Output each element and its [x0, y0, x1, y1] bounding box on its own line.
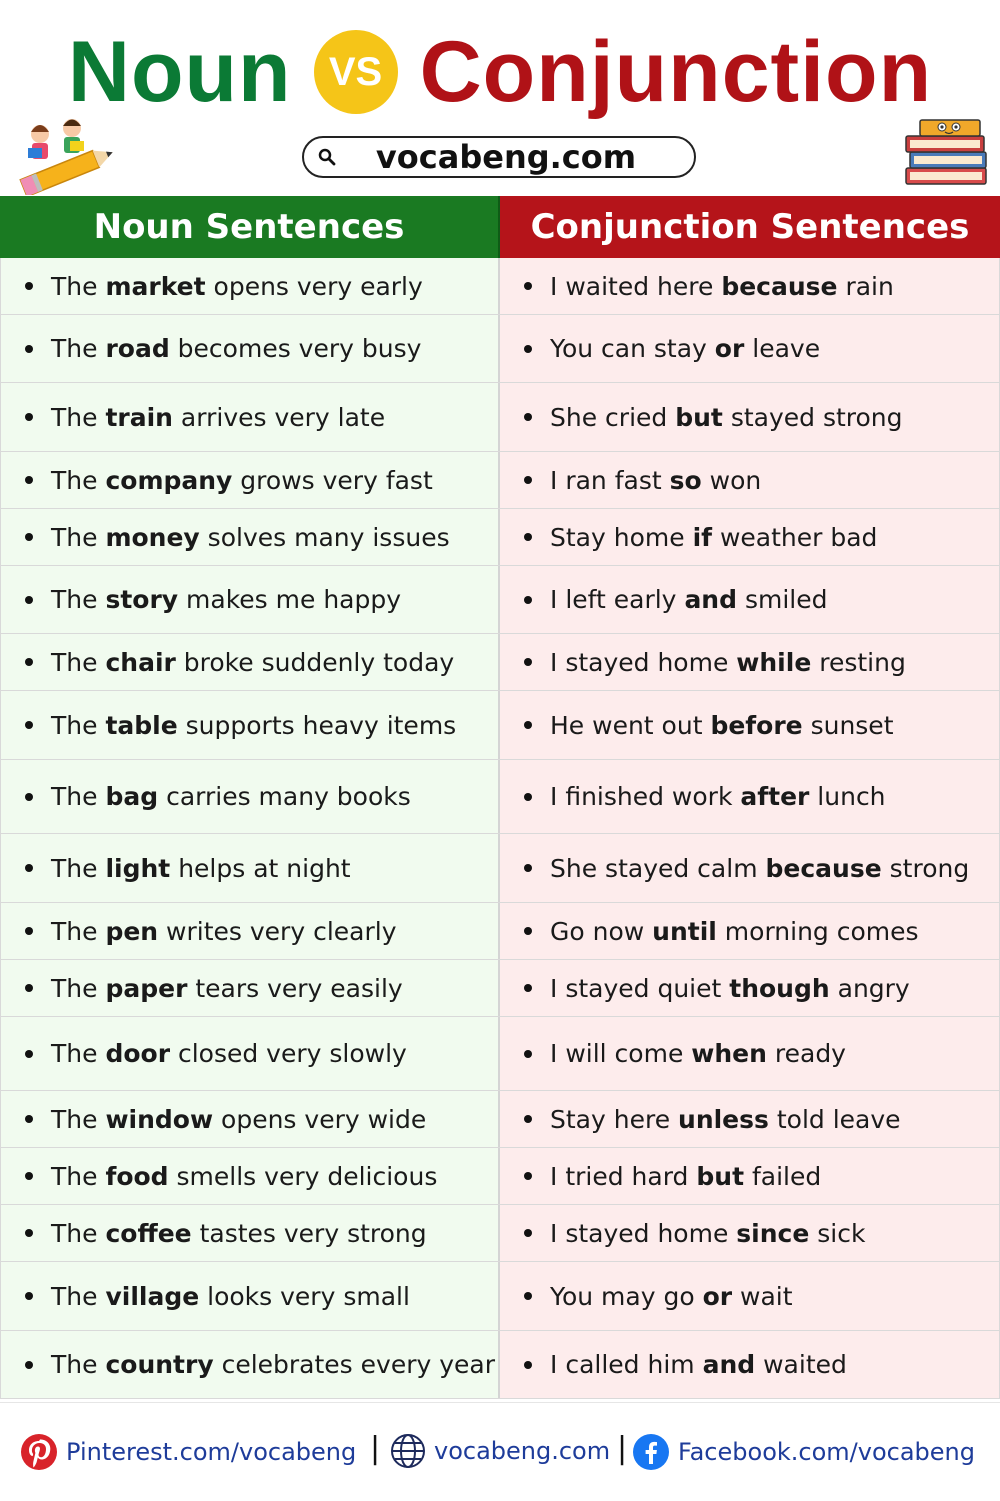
bullet-icon	[524, 345, 532, 353]
table-row	[0, 1148, 1000, 1205]
bullet-icon	[524, 658, 532, 666]
bullet-icon	[524, 864, 532, 872]
sentence-suffix: sick	[809, 1218, 866, 1248]
sentence-suffix: arrives very late	[172, 402, 386, 432]
noun-sentence-cell	[0, 566, 500, 633]
sentence-prefix: She stayed calm	[550, 853, 766, 883]
bullet-icon	[524, 1115, 532, 1123]
noun-keyword: food	[105, 1161, 169, 1191]
sentence-suffix: tears very easily	[187, 973, 403, 1003]
sentence-suffix: leave	[744, 334, 821, 363]
bullet-icon	[25, 793, 33, 801]
noun-keyword: company	[105, 465, 233, 495]
bullet-icon	[25, 1115, 33, 1123]
sentence-suffix: lunch	[809, 782, 886, 811]
table-row	[0, 834, 1000, 903]
conjunction-keyword: though	[729, 973, 830, 1003]
conjunction-sentence-cell	[500, 760, 1000, 833]
sentence-text	[51, 334, 421, 363]
sentence-suffix: smiled	[737, 585, 828, 614]
noun-keyword: road	[105, 334, 170, 363]
sentence-text	[51, 403, 385, 432]
sentence-text	[550, 1162, 821, 1191]
facebook-icon	[632, 1433, 670, 1471]
conjunction-sentence-cell	[500, 691, 1000, 759]
noun-sentence-cell	[0, 315, 500, 382]
sentence-text	[51, 272, 423, 301]
website-link[interactable]	[390, 1433, 610, 1469]
kids-reading-icon	[10, 110, 120, 195]
sentence-suffix: solves many issues	[199, 522, 450, 552]
conjunction-keyword: while	[736, 647, 812, 677]
sentence-suffix: waited	[755, 1350, 847, 1379]
bullet-icon	[524, 476, 532, 484]
table-row	[0, 960, 1000, 1017]
noun-sentence-cell	[0, 1017, 500, 1090]
sentence-suffix: makes me happy	[178, 585, 402, 614]
conjunction-keyword: because	[765, 853, 882, 883]
sentence-text	[51, 711, 456, 740]
sentence-text	[550, 854, 969, 883]
noun-keyword: train	[105, 402, 173, 432]
table-row	[0, 509, 1000, 566]
sentence-text	[51, 523, 450, 552]
sentence-prefix: The	[51, 585, 106, 614]
sentence-text	[550, 272, 894, 301]
sentence-prefix: The	[51, 1281, 106, 1311]
table-row	[0, 566, 1000, 634]
sentence-text	[51, 1162, 437, 1191]
sentence-suffix: supports heavy items	[177, 710, 457, 740]
conjunction-keyword: since	[736, 1218, 810, 1248]
table-row	[0, 760, 1000, 834]
sentence-text	[51, 1219, 427, 1248]
conjunction-keyword: unless	[678, 1104, 769, 1134]
table-row	[0, 691, 1000, 760]
sentence-suffix: angry	[829, 973, 910, 1003]
sentence-text	[550, 1219, 865, 1248]
sentence-suffix: smells very delicious	[168, 1161, 438, 1191]
sentence-prefix: I stayed home	[550, 647, 737, 677]
conjunction-keyword: but	[696, 1161, 745, 1191]
sentence-suffix: carries many books	[158, 782, 411, 811]
bullet-icon	[524, 721, 532, 729]
noun-sentence-cell	[0, 760, 500, 833]
website-text: vocabeng.com	[434, 1437, 611, 1465]
sentence-suffix: writes very clearly	[158, 916, 397, 946]
pinterest-link[interactable]	[20, 1433, 356, 1471]
bullet-icon	[25, 476, 33, 484]
sentence-prefix: The	[51, 271, 106, 301]
sentence-text	[550, 1350, 847, 1379]
books-stack-icon	[900, 112, 992, 190]
sentence-prefix: He went out	[550, 710, 711, 740]
sentence-prefix: Stay here	[550, 1104, 679, 1134]
conjunction-sentence-cell	[500, 1091, 1000, 1147]
conjunction-sentence-cell	[500, 903, 1000, 959]
sentence-prefix: I stayed home	[550, 1218, 737, 1248]
bullet-icon	[524, 596, 532, 604]
sentence-text	[51, 782, 411, 811]
globe-icon	[390, 1433, 426, 1469]
conjunction-keyword: or	[714, 334, 745, 363]
sentence-suffix: strong	[881, 853, 970, 883]
page-title	[0, 22, 1000, 122]
footer-separator: |	[617, 1431, 628, 1466]
sentence-prefix: You can stay	[550, 334, 715, 363]
footer	[0, 1402, 1000, 1501]
sentence-text	[550, 974, 910, 1003]
noun-keyword: money	[105, 522, 200, 552]
sentence-prefix: I will come	[550, 1039, 692, 1068]
sentence-suffix: morning comes	[716, 916, 919, 946]
bullet-icon	[524, 1050, 532, 1058]
sentence-suffix: failed	[744, 1161, 822, 1191]
table-row	[0, 903, 1000, 960]
comparison-table	[0, 196, 1000, 1399]
conjunction-sentence-cell	[500, 1205, 1000, 1261]
bullet-icon	[25, 927, 33, 935]
table-row	[0, 1017, 1000, 1091]
sentence-suffix: stayed strong	[722, 402, 903, 432]
sentence-prefix: The	[51, 853, 106, 883]
sentence-suffix: helps at night	[170, 853, 351, 883]
facebook-text: Facebook.com/vocabeng	[678, 1438, 975, 1466]
bullet-icon	[524, 927, 532, 935]
bullet-icon	[524, 1229, 532, 1237]
sentence-suffix: resting	[811, 647, 906, 677]
conjunction-keyword: and	[684, 585, 738, 614]
noun-sentence-cell	[0, 383, 500, 451]
noun-sentence-cell	[0, 509, 500, 565]
sentence-suffix: rain	[837, 271, 894, 301]
bullet-icon	[25, 596, 33, 604]
sentence-text	[51, 466, 433, 495]
sentence-text	[550, 523, 877, 552]
sentence-prefix: The	[51, 1218, 106, 1248]
bullet-icon	[524, 282, 532, 290]
sentence-text	[51, 917, 397, 946]
title-conjunction: Conjunction	[419, 23, 933, 120]
conjunction-sentence-cell	[500, 315, 1000, 382]
bullet-icon	[25, 984, 33, 992]
sentence-suffix: weather bad	[712, 522, 878, 552]
conjunction-keyword: when	[691, 1039, 767, 1068]
conjunction-sentence-cell	[500, 834, 1000, 902]
bullet-icon	[524, 1361, 532, 1369]
sentence-prefix: The	[51, 1350, 106, 1379]
conjunction-keyword: so	[669, 465, 702, 495]
bullet-icon	[25, 1050, 33, 1058]
sentence-prefix: You may go	[550, 1281, 703, 1311]
sentence-prefix: I left early	[550, 585, 685, 614]
sentence-prefix: I ran fast	[550, 465, 670, 495]
noun-keyword: village	[105, 1281, 200, 1311]
table-row	[0, 1091, 1000, 1148]
facebook-link[interactable]	[632, 1433, 975, 1471]
bullet-icon	[524, 1292, 532, 1300]
table-row	[0, 315, 1000, 383]
sentence-prefix: The	[51, 402, 106, 432]
sentence-prefix: The	[51, 1161, 106, 1191]
sentence-text	[550, 585, 827, 614]
table-header	[0, 196, 1000, 258]
conjunction-keyword: until	[652, 916, 717, 946]
sentence-prefix: The	[51, 710, 106, 740]
sentence-prefix: I tried hard	[550, 1161, 697, 1191]
noun-keyword: coffee	[105, 1218, 192, 1248]
bullet-icon	[524, 984, 532, 992]
sentence-suffix: celebrates every year	[213, 1350, 495, 1379]
sentence-suffix: grows very fast	[232, 465, 433, 495]
footer-separator: |	[370, 1431, 381, 1466]
conjunction-keyword: after	[740, 782, 810, 811]
conjunction-keyword: and	[702, 1350, 756, 1379]
bullet-icon	[25, 1229, 33, 1237]
sentence-prefix: The	[51, 465, 106, 495]
sentence-text	[550, 648, 906, 677]
noun-column-header: Noun Sentences	[0, 196, 500, 258]
sentence-prefix: She cried	[550, 402, 676, 432]
sentence-prefix: The	[51, 973, 106, 1003]
sentence-text	[550, 466, 761, 495]
sentence-suffix: tastes very strong	[191, 1218, 427, 1248]
noun-sentence-cell	[0, 1205, 500, 1261]
table-row	[0, 1205, 1000, 1262]
noun-sentence-cell	[0, 1331, 500, 1398]
sentence-suffix: becomes very busy	[169, 334, 422, 363]
bullet-icon	[524, 1172, 532, 1180]
conjunction-sentence-cell	[500, 634, 1000, 690]
pinterest-icon	[20, 1433, 58, 1471]
noun-keyword: paper	[105, 973, 188, 1003]
conjunction-sentence-cell	[500, 1017, 1000, 1090]
noun-sentence-cell	[0, 834, 500, 902]
conjunction-sentence-cell	[500, 566, 1000, 633]
vs-badge: VS	[314, 30, 398, 114]
bullet-icon	[25, 1361, 33, 1369]
sentence-text	[51, 585, 401, 614]
sentence-text	[550, 334, 820, 363]
sentence-suffix: looks very small	[199, 1281, 410, 1311]
sentence-text	[550, 1039, 846, 1068]
bullet-icon	[25, 1172, 33, 1180]
table-row	[0, 1331, 1000, 1399]
conjunction-sentence-cell	[500, 258, 1000, 314]
sentence-prefix: The	[51, 522, 106, 552]
sentence-text	[550, 1282, 793, 1311]
search-icon	[316, 146, 338, 168]
noun-keyword: market	[105, 271, 206, 301]
noun-sentence-cell	[0, 1091, 500, 1147]
noun-sentence-cell	[0, 903, 500, 959]
conjunction-sentence-cell	[500, 1331, 1000, 1398]
pinterest-text: Pinterest.com/vocabeng	[66, 1438, 357, 1466]
search-text: vocabeng.com	[375, 138, 637, 176]
table-body	[0, 258, 1000, 1399]
bullet-icon	[25, 721, 33, 729]
sentence-text	[550, 711, 894, 740]
table-row	[0, 452, 1000, 509]
noun-sentence-cell	[0, 258, 500, 314]
sentence-text	[51, 1105, 426, 1134]
sentence-text	[51, 1039, 407, 1068]
noun-keyword: country	[105, 1350, 214, 1379]
noun-sentence-cell	[0, 634, 500, 690]
sentence-prefix: I stayed quiet	[550, 973, 730, 1003]
sentence-prefix: The	[51, 782, 106, 811]
sentence-text	[51, 854, 351, 883]
sentence-prefix: I called him	[550, 1350, 703, 1379]
conjunction-sentence-cell	[500, 452, 1000, 508]
conjunction-keyword: or	[702, 1281, 733, 1311]
sentence-text	[51, 1350, 495, 1379]
bullet-icon	[524, 533, 532, 541]
noun-keyword: door	[105, 1039, 171, 1068]
table-row	[0, 634, 1000, 691]
noun-keyword: bag	[105, 782, 159, 811]
noun-keyword: pen	[105, 916, 159, 946]
table-row	[0, 1262, 1000, 1331]
sentence-suffix: closed very slowly	[170, 1039, 407, 1068]
noun-keyword: story	[105, 585, 179, 614]
noun-sentence-cell	[0, 1148, 500, 1204]
conjunction-keyword: if	[692, 522, 713, 552]
noun-sentence-cell	[0, 960, 500, 1016]
sentence-prefix: The	[51, 1039, 106, 1068]
bullet-icon	[25, 1292, 33, 1300]
noun-keyword: window	[105, 1104, 214, 1134]
title-noun: Noun	[67, 23, 292, 120]
sentence-text	[51, 648, 454, 677]
table-row	[0, 258, 1000, 315]
bullet-icon	[25, 413, 33, 421]
sentence-prefix: I finished work	[550, 782, 741, 811]
sentence-text	[51, 974, 403, 1003]
noun-keyword: chair	[105, 647, 176, 677]
table-row	[0, 383, 1000, 452]
conjunction-keyword: but	[675, 402, 723, 432]
noun-keyword: light	[105, 853, 171, 883]
sentence-suffix: told leave	[768, 1104, 901, 1134]
sentence-suffix: ready	[766, 1039, 846, 1068]
search-bar[interactable]	[302, 136, 696, 178]
noun-sentence-cell	[0, 452, 500, 508]
bullet-icon	[25, 658, 33, 666]
sentence-suffix: opens very wide	[213, 1104, 427, 1134]
sentence-prefix: I waited here	[550, 271, 722, 301]
sentence-prefix: Go now	[550, 916, 653, 946]
bullet-icon	[25, 282, 33, 290]
sentence-prefix: The	[51, 647, 106, 677]
noun-sentence-cell	[0, 1262, 500, 1330]
sentence-suffix: sunset	[802, 710, 894, 740]
sentence-suffix: opens very early	[205, 271, 423, 301]
conjunction-column-header: Conjunction Sentences	[500, 196, 1000, 258]
bullet-icon	[25, 864, 33, 872]
conjunction-keyword: because	[721, 271, 838, 301]
sentence-text	[550, 403, 903, 432]
sentence-suffix: broke suddenly today	[175, 647, 455, 677]
sentence-prefix: Stay home	[550, 522, 693, 552]
bullet-icon	[524, 793, 532, 801]
conjunction-keyword: before	[710, 710, 803, 740]
sentence-text	[550, 782, 886, 811]
noun-sentence-cell	[0, 691, 500, 759]
conjunction-sentence-cell	[500, 960, 1000, 1016]
sentence-text	[550, 1105, 901, 1134]
sentence-text	[550, 917, 919, 946]
noun-keyword: table	[105, 710, 178, 740]
sentence-text	[51, 1282, 410, 1311]
sentence-prefix: The	[51, 1104, 106, 1134]
conjunction-sentence-cell	[500, 1148, 1000, 1204]
sentence-prefix: The	[51, 916, 106, 946]
conjunction-sentence-cell	[500, 1262, 1000, 1330]
conjunction-sentence-cell	[500, 509, 1000, 565]
bullet-icon	[25, 345, 33, 353]
conjunction-sentence-cell	[500, 383, 1000, 451]
sentence-prefix: The	[51, 334, 106, 363]
bullet-icon	[25, 533, 33, 541]
sentence-suffix: wait	[732, 1281, 793, 1311]
bullet-icon	[524, 413, 532, 421]
sentence-suffix: won	[701, 465, 762, 495]
